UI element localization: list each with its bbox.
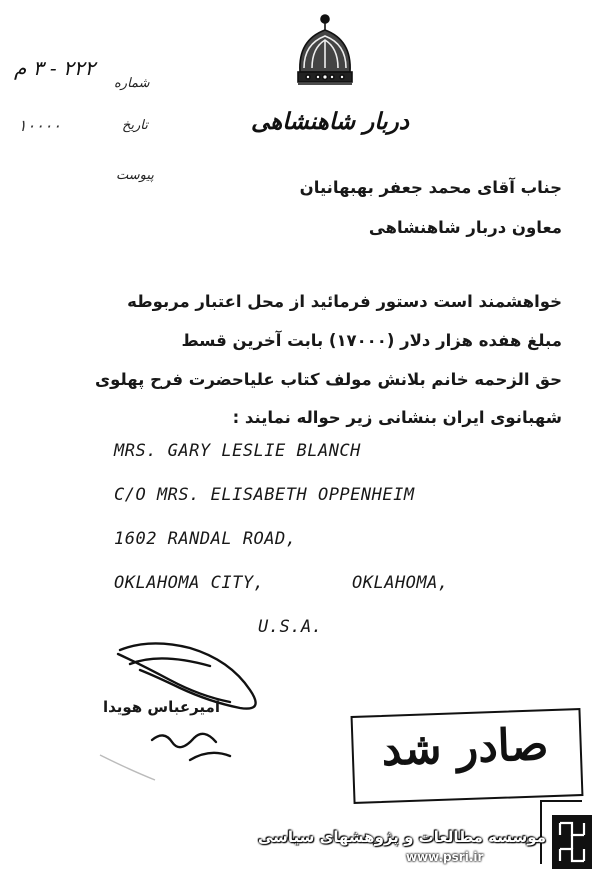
recipient-line2: معاون دربار شاهنشاهی [368, 218, 562, 237]
date-label: تاریخ [122, 118, 148, 133]
date-value: ۱۰۰۰۰ [18, 116, 61, 135]
address-line-5: U.S.A. [258, 617, 323, 637]
address-line-4-state: OKLAHOMA, [352, 573, 449, 593]
pahlavi-crown-icon [290, 10, 360, 100]
number-label: شماره [114, 76, 150, 91]
psri-logo-icon [552, 815, 592, 869]
body-line-4: شهبانوی ایران بنشانی زیر حواله نمایند : [232, 408, 562, 427]
address-line-1: MRS. GARY LESLIE BLANCH [114, 441, 361, 461]
signatory-name: امیرعباس هویدا [102, 698, 220, 716]
address-line-3: 1602 RANDAL ROAD, [114, 529, 297, 549]
footer-url: www.psri.ir [406, 850, 484, 864]
address-line-4-city: OKLAHOMA CITY, [114, 573, 265, 593]
recipient-line1: جناب آقای محمد جعفر بهبهانیان [299, 178, 562, 197]
body-line-1: خواهشمند است دستور فرمائید از محل اعتبار مربوطه [127, 292, 562, 311]
enclosure-label: پیوست [116, 168, 154, 183]
letterhead-title: دربار شاهنشاهی [250, 108, 410, 135]
body-line-2: مبلغ هفده هزار دلار (۱۷۰۰۰) بابت آخرین قسط [181, 331, 562, 350]
body-line-3: حق الزحمه خانم بلانش مولف کتاب علیاحضرت فرح پهلوی [95, 370, 562, 389]
issued-stamp-text: صادر شد [380, 719, 550, 776]
number-value: ۲۲۲ - ۳ م [14, 56, 96, 80]
footer-institute: موسسه مطالعات و پژوهشهای سیاسی [257, 828, 546, 846]
address-line-2: C/O MRS. ELISABETH OPPENHEIM [114, 485, 415, 505]
